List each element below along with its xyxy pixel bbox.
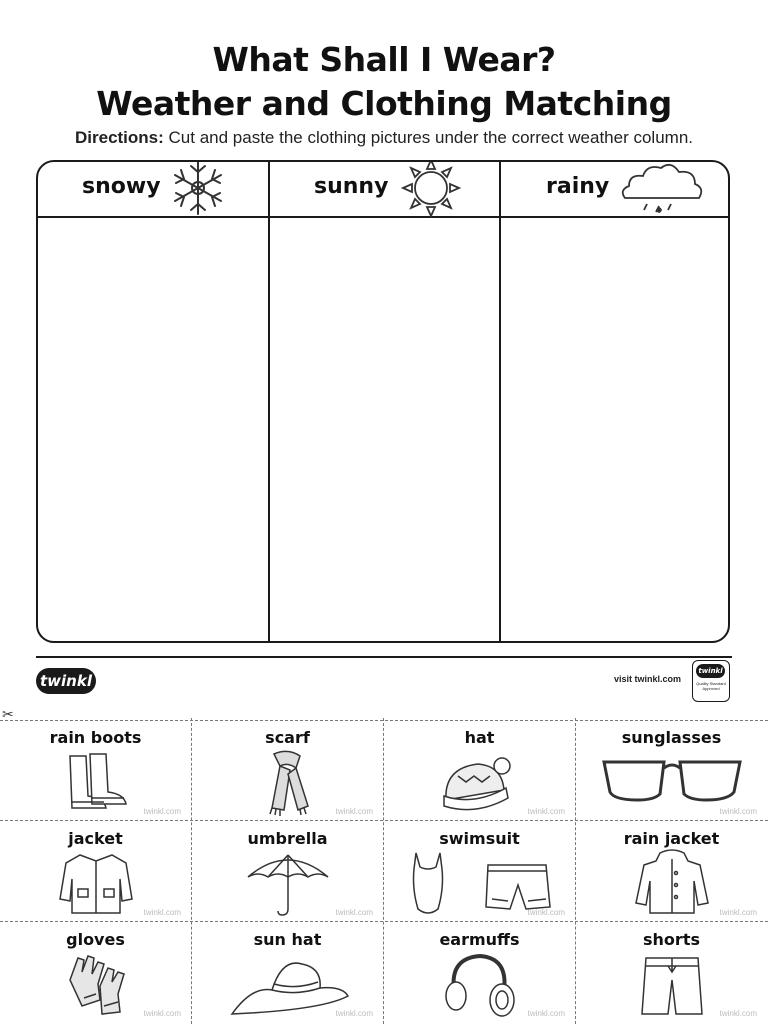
card-label: swimsuit	[439, 829, 520, 848]
twinkl-logo: twinkl	[36, 668, 96, 694]
card-label: scarf	[265, 728, 310, 747]
badge-text: Quality Standard Approved	[696, 681, 726, 691]
directions-text: Cut and paste the clothing pictures under the correct weather column.	[168, 128, 693, 147]
card-hat[interactable]	[384, 720, 575, 820]
column-label-rainy: rainy	[546, 174, 610, 199]
card-label: jacket	[68, 829, 123, 848]
card-label: gloves	[66, 930, 125, 949]
card-earmuffs[interactable]	[384, 922, 575, 1022]
snowflake-icon	[166, 160, 230, 220]
card-label: shorts	[643, 930, 700, 949]
card-swimsuit[interactable]	[384, 821, 575, 921]
card-rain-boots[interactable]	[0, 720, 191, 820]
card-label: hat	[464, 728, 495, 747]
watermark: twinkl.com	[527, 1009, 565, 1018]
card-shorts[interactable]	[576, 922, 767, 1022]
worksheet-subtitle: Weather and Clothing Matching	[96, 84, 672, 123]
footer-rule	[36, 656, 732, 658]
column-header-rainy	[501, 162, 730, 218]
weather-sort-table	[36, 160, 730, 643]
worksheet-title: What Shall I Wear?	[212, 40, 556, 79]
watermark: twinkl.com	[719, 807, 757, 816]
directions-label: Directions:	[75, 128, 164, 147]
card-label: sunglasses	[621, 728, 722, 747]
column-label-snowy: snowy	[82, 174, 161, 199]
column-header-snowy	[38, 162, 269, 218]
column-divider	[268, 162, 270, 641]
cutout-cards-grid	[0, 718, 768, 1024]
card-umbrella[interactable]	[192, 821, 383, 921]
scissors-icon: ✂	[2, 707, 14, 723]
card-label: rain boots	[49, 728, 142, 747]
column-label-sunny: sunny	[314, 174, 389, 199]
column-header-sunny	[269, 162, 501, 218]
sun-icon	[397, 160, 465, 220]
card-label: rain jacket	[623, 829, 720, 848]
column-divider	[499, 162, 501, 641]
card-sunglasses[interactable]	[576, 720, 767, 820]
watermark: twinkl.com	[335, 1009, 373, 1018]
card-gloves[interactable]	[0, 922, 191, 1022]
watermark: twinkl.com	[143, 1009, 181, 1018]
card-label: earmuffs	[439, 930, 520, 949]
quality-badge	[692, 660, 730, 702]
card-label: umbrella	[247, 829, 328, 848]
card-scarf[interactable]	[192, 720, 383, 820]
watermark: twinkl.com	[719, 908, 757, 917]
watermark: twinkl.com	[143, 908, 181, 917]
watermark: twinkl.com	[719, 1009, 757, 1018]
directions	[0, 128, 768, 148]
badge-logo: twinkl	[696, 664, 725, 678]
watermark: twinkl.com	[143, 807, 181, 816]
card-jacket[interactable]	[0, 821, 191, 921]
rain-cloud-icon	[617, 160, 707, 220]
visit-link-text: visit twinkl.com	[614, 674, 682, 684]
card-rain-jacket[interactable]	[576, 821, 767, 921]
watermark: twinkl.com	[527, 807, 565, 816]
card-sun-hat[interactable]	[192, 922, 383, 1022]
watermark: twinkl.com	[335, 807, 373, 816]
watermark: twinkl.com	[335, 908, 373, 917]
card-label: sun hat	[253, 930, 322, 949]
watermark: twinkl.com	[527, 908, 565, 917]
